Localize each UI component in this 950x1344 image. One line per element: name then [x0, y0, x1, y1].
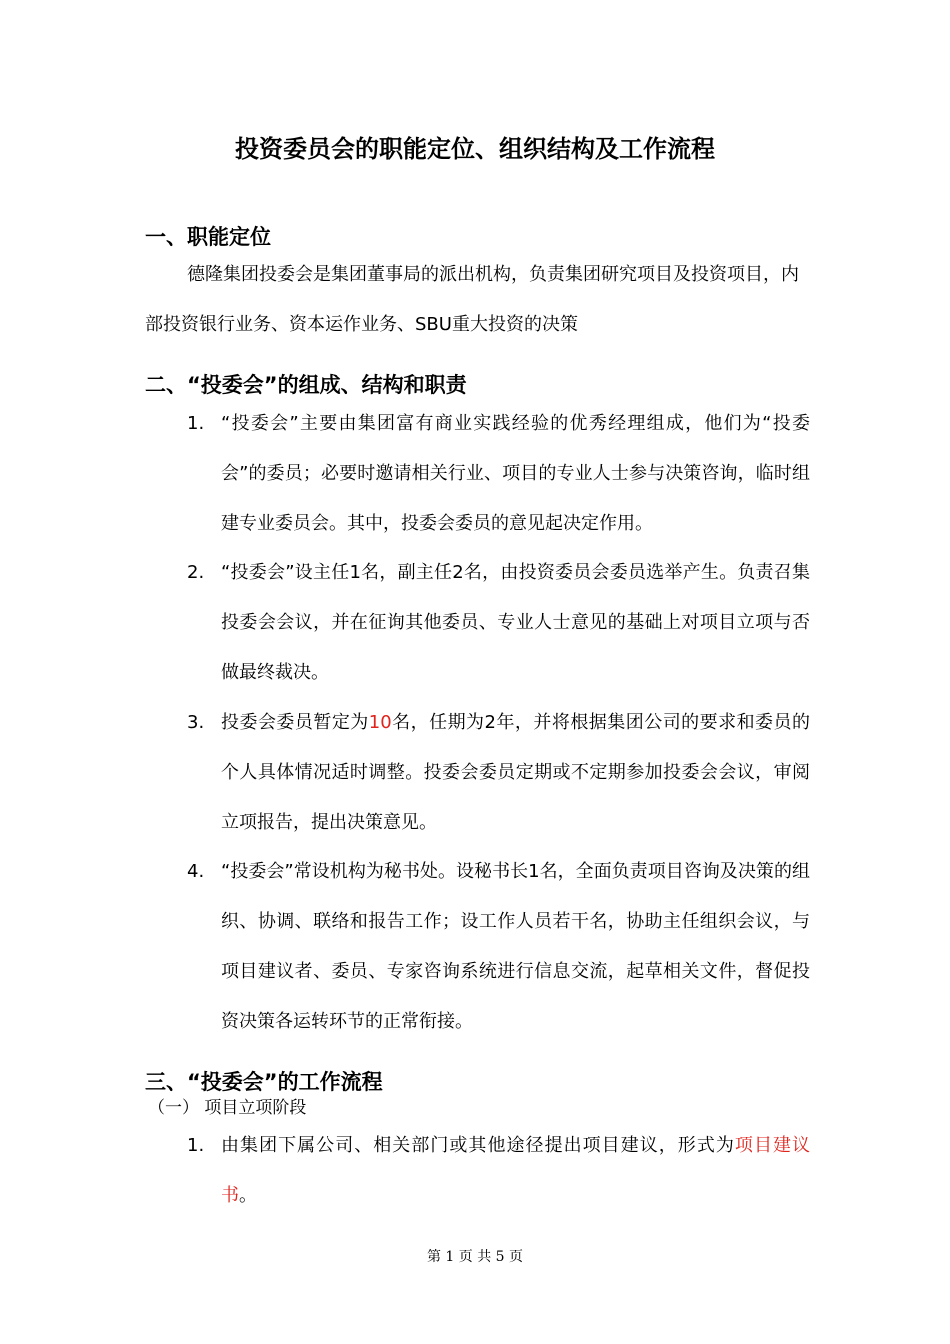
list-text [221, 1121, 810, 1221]
highlight-term: 项目建议书 [221, 1135, 811, 1206]
list-text-part: 投委会委员暂定为 [221, 712, 369, 733]
section1-paragraph [145, 250, 810, 350]
list-item [145, 698, 810, 848]
list-text-part: 名，任期为2年，并将根据集团公司的要求和委员的个人具体情况适时调整。投委会委员定期或不定期参加投委会会议，审阅立项报告，提出决策意见。 [221, 712, 810, 833]
section3-subheading: （一） 项目立项阶段 [148, 1098, 307, 1118]
list-number: 1. [187, 1135, 205, 1156]
list-text: “投委会”常设机构为秘书处。设秘书长1名，全面负责项目咨询及决策的组织、协调、联络和报告工作；设工作人员若干名，协助主任组织会议，与项目建议者、委员、专家咨询系统进行信息交流，起草相关文件，督促投资决策各运转环节的正常衔接。 [221, 861, 810, 1032]
page-footer: 第 1 页 共 5 页 [426, 1249, 524, 1265]
list-text: “投委会”设主任1名，副主任2名，由投资委员会委员选举产生。负责召集投委会会议，并在征询其他委员、专业人士意见的基础上对项目立项与否做最终裁决。 [221, 562, 810, 683]
list-text: “投委会”主要由集团富有商业实践经验的优秀经理组成，他们为“投委会”的委员；必要时邀请相关行业、项目的专业人士参与决策咨询，临时组建专业委员会。其中，投委会委员的意见起决定作用。 [221, 413, 810, 534]
list-item [145, 548, 810, 698]
list-text-part: 。 [239, 1185, 257, 1206]
list-item [145, 847, 810, 1047]
document-title: 投资委员会的职能定位、组织结构及工作流程 [235, 135, 715, 163]
list-item [145, 1121, 810, 1221]
section1-text: 德隆集团投委会是集团董事局的派出机构，负责集团研究项目及投资项目，内部投资银行业务、资本运作业务、SBU重大投资的决策 [145, 264, 799, 335]
list-text-part: 由集团下属公司、相关部门或其他途径提出项目建议，形式为 [221, 1135, 735, 1156]
list-number: 1. [187, 413, 205, 434]
highlight-number: 10 [368, 712, 392, 733]
section3-heading: 三、“投委会”的工作流程 [145, 1070, 383, 1094]
list-number: 4. [187, 861, 205, 882]
section1-heading: 一、职能定位 [145, 225, 271, 249]
list-item [145, 399, 810, 549]
list-text [221, 698, 810, 848]
section2-heading: 二、“投委会”的组成、结构和职责 [145, 373, 467, 397]
list-number: 3. [187, 712, 205, 733]
list-number: 2. [187, 562, 205, 583]
